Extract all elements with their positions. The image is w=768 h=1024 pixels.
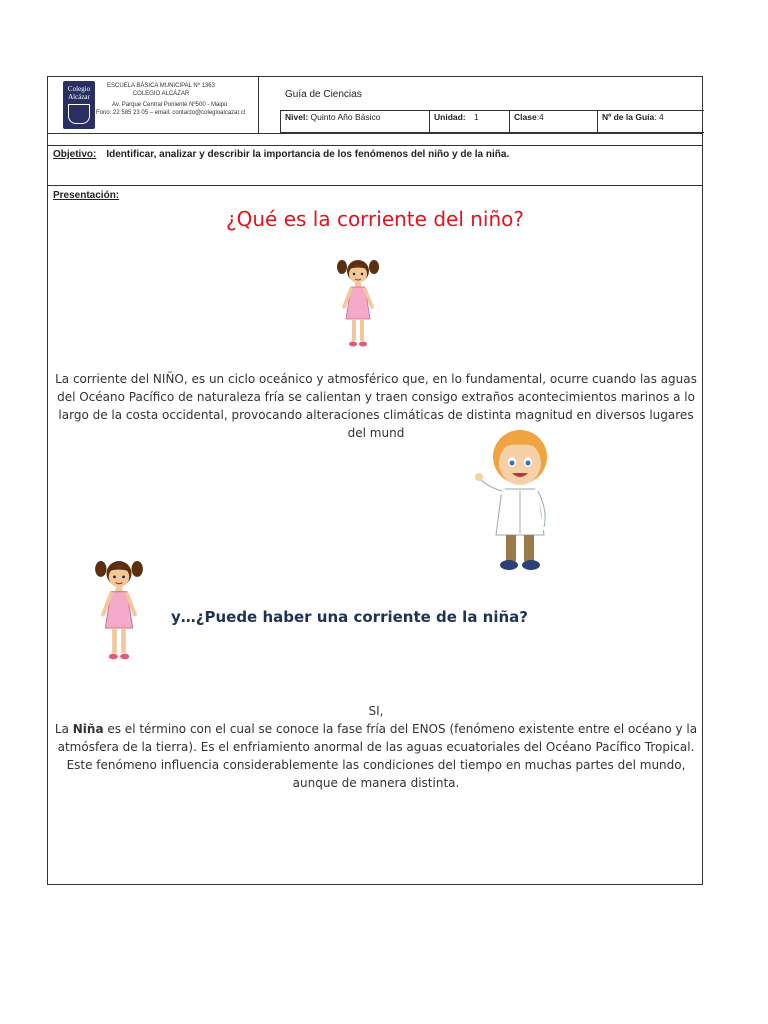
logo-text: Colegio Alcázar [67,85,91,101]
unidad-cell [430,111,510,132]
boy-scientist-illustration [474,427,564,573]
school-line3: Av. Parque Central Poniente Nº500 - Maipú [112,102,228,108]
girl-illustration-2 [94,557,144,665]
clase-label: Clase [514,112,537,122]
main-title: ¿Qué es la corriente del niño? [226,207,524,231]
unidad-label: Unidad: [434,112,466,122]
nivel-label: Nivel: [285,112,309,122]
objective-body: Identificar, analizar y describir la importancia de los fenómenos del niño y de la niña. [106,149,510,160]
answer-rest: es el término con el cual se conoce la fase fría del ENOS (fenómeno existente entre el océano y la atmósfera de la tierra). Es el enfriamiento anormal de las aguas ecuatoriales del Océano Pacífico Tropical. Este fenómeno influencia considerablemente las condiciones del tiempo en muchas partes del mundo, aunque de manera distinta. [57,722,698,790]
paragraph-nino: La corriente del NIÑO, es un ciclo oceánico y atmosférico que, en lo fundamental, ocurre cuando las aguas del Océano Pacífico de naturaleza fría se calientan y traen consigo extraños acontecimientos marinos a lo largo de la costa occidental, provocando alteraciones climáticas de distinta magnitud en diversos lugares del mund [55,372,697,440]
clase-cell [510,111,598,132]
nivel-cell [281,111,430,132]
paragraph-nina [53,720,699,792]
school-line2: COLEGIO ALCÁZAR [132,90,190,97]
nivel-value: Quinto Año Básico [310,112,381,122]
school-logo [63,81,95,129]
school-line4: Fono: 22 585 23 05 – email: contacto@colegioalcazar.cl [96,109,246,116]
worksheet-frame [47,76,703,885]
guia-cell [598,111,705,132]
school-info [96,83,256,117]
guia-value: : 4 [654,112,664,122]
unidad-value: 1 [474,112,479,122]
objective-label: Objetivo: [53,149,97,160]
subject-title: Guía de Ciencias [285,89,362,100]
objective-text [53,149,509,160]
clase-value: :4 [536,112,544,122]
school-header [48,77,259,133]
info-row [280,110,704,133]
answer-si: SI, [368,704,384,718]
shield-icon [68,104,90,124]
girl-illustration [336,257,380,351]
guia-label: Nº de la Guía [602,112,655,122]
objective-row [48,145,702,186]
presentation-label: Presentación: [53,190,120,201]
answer-bold: Niña [72,722,104,736]
answer-prefix: La [54,722,73,736]
question-nina: y…¿Puede haber una corriente de la niña? [171,608,528,626]
school-line1: ESCUELA BÁSICA MUNICIPAL Nº 1363 [107,83,215,89]
